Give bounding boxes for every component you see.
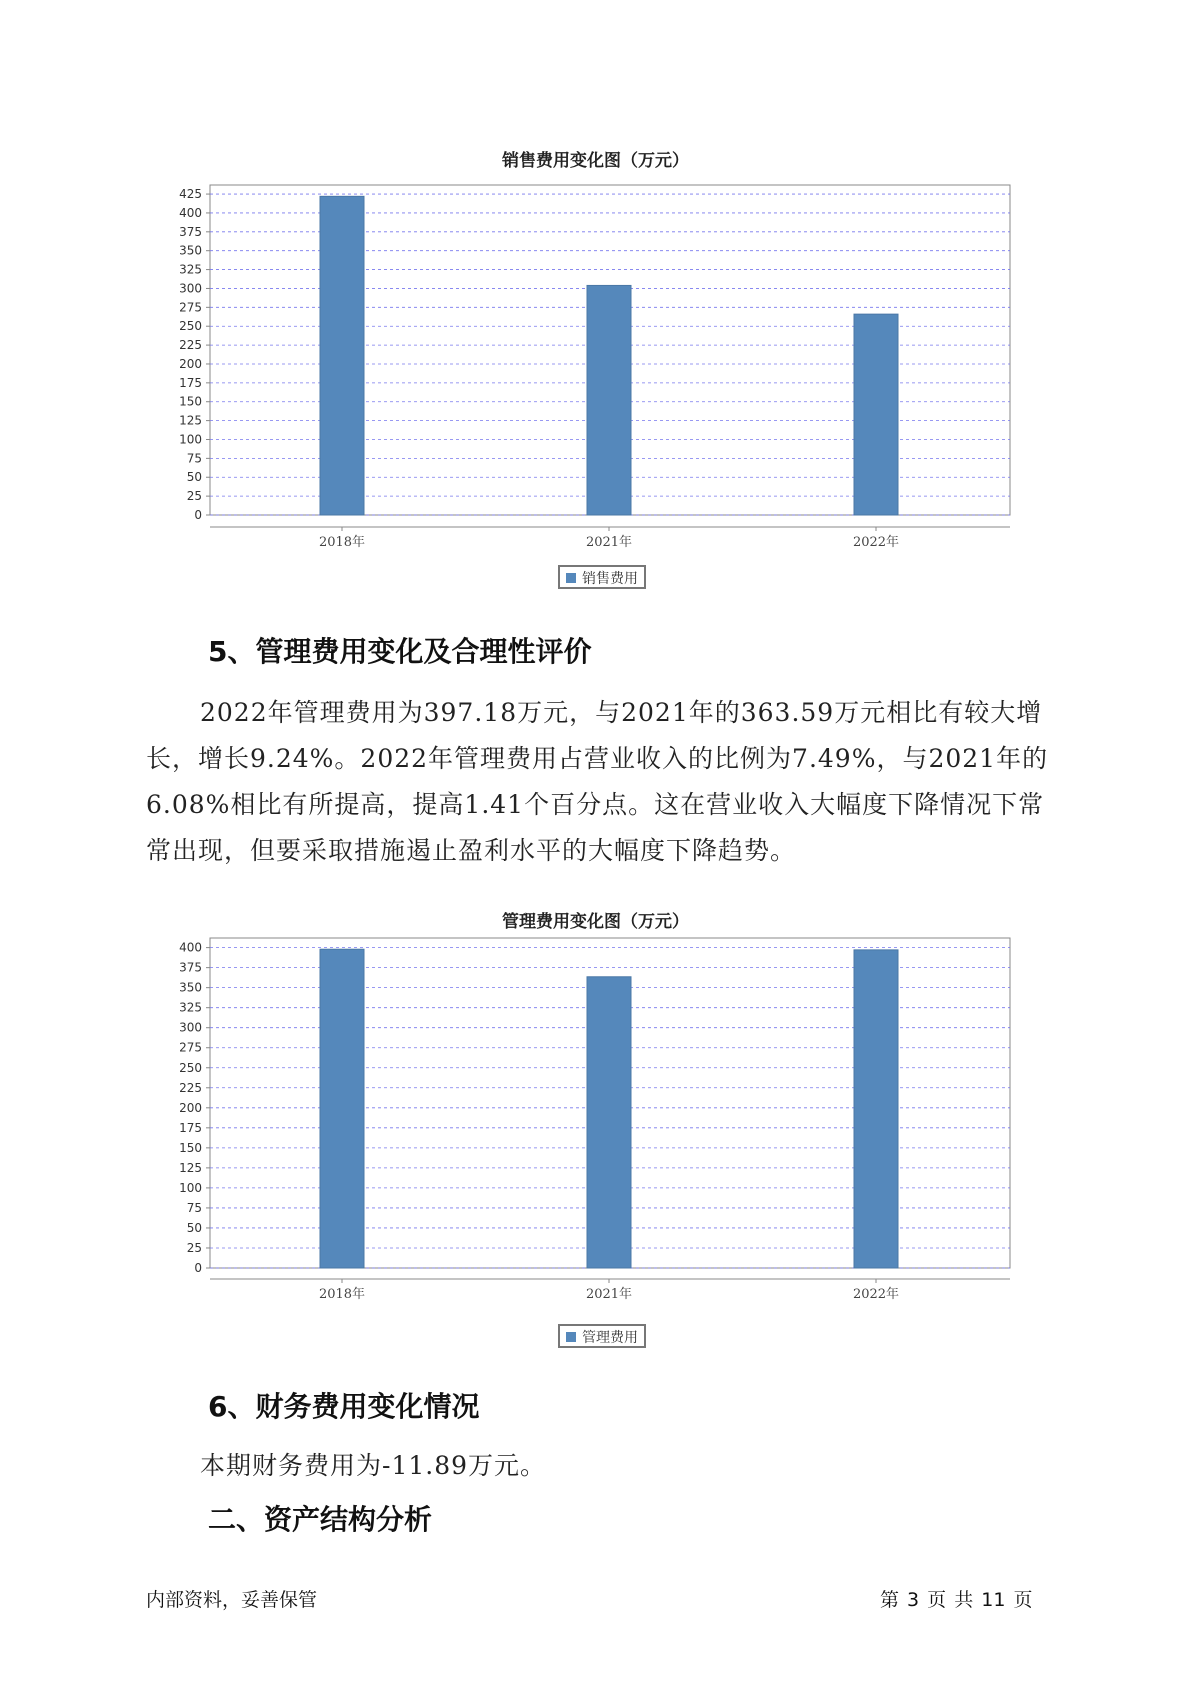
y-tick-label: 200 [179,1100,202,1115]
y-tick-label: 150 [179,1140,202,1155]
legend-label: 管理费用 [582,1330,638,1346]
chart-title: 管理费用变化图（万元） [502,912,689,932]
section-paragraph: 2022年管理费用为397.18万元，与2021年的363.59万元相比有较大增长，增长9.24%。2022年管理费用占营业收入的比例为7.49%，与2021年的6.08%相比有所提高，提高1.41个百分点。这在营业收入大幅度下降情况下常常出现，但要采取措施遏止盈利水平的大幅度下降趋势。 [146,698,1049,865]
y-tick-label: 25 [186,489,202,504]
y-tick-label: 150 [179,394,202,409]
legend-label: 销售费用 [582,571,638,587]
x-tick-label: 2022年 [852,535,900,550]
y-tick-label: 400 [179,205,202,220]
x-tick-label: 2021年 [585,1287,633,1302]
y-tick-label: 0 [194,1261,202,1275]
y-tick-label: 0 [194,508,202,522]
y-tick-label: 50 [186,470,202,485]
chart-legend [558,1324,646,1348]
y-tick-label: 100 [179,432,202,447]
x-tick-label: 2018年 [318,535,366,550]
legend-swatch [566,1332,576,1342]
y-tick-label: 350 [179,980,202,995]
section-heading: 6、财务费用变化情况 [208,1390,480,1423]
x-tick-label: 2022年 [852,1287,900,1302]
y-tick-label: 25 [186,1240,202,1255]
y-tick-label: 125 [179,413,202,428]
y-tick-label: 325 [179,262,202,277]
y-tick-label: 75 [186,1200,202,1215]
y-tick-label: 125 [179,1160,202,1175]
footer-confidential: 内部资料，妥善保管 [146,1589,318,1611]
x-tick-label: 2021年 [585,535,633,550]
y-tick-label: 225 [179,1080,202,1095]
y-tick-label: 425 [179,187,202,202]
y-tick-label: 250 [179,319,202,334]
y-tick-label: 175 [179,1120,202,1135]
y-tick-label: 400 [179,940,202,955]
y-tick-label: 275 [179,300,202,315]
section-heading: 5、管理费用变化及合理性评价 [208,635,592,668]
bar-2018年 [320,949,364,1268]
chart-title: 销售费用变化图（万元） [502,151,689,171]
x-tick-label: 2018年 [318,1287,366,1302]
y-tick-label: 50 [186,1220,202,1235]
y-tick-label: 300 [179,281,202,296]
y-tick-label: 300 [179,1020,202,1035]
y-tick-label: 200 [179,356,202,371]
y-tick-label: 75 [186,451,202,466]
y-tick-label: 175 [179,375,202,390]
y-tick-label: 325 [179,1000,202,1015]
y-tick-label: 225 [179,338,202,353]
y-tick-label: 350 [179,243,202,258]
section-heading: 二、资产结构分析 [208,1503,433,1536]
y-tick-label: 375 [179,960,202,975]
section-paragraph: 本期财务费用为-11.89万元。 [200,1451,547,1480]
bar-2022年 [854,950,898,1268]
y-tick-label: 275 [179,1040,202,1055]
footer-page-number: 第 3 页 共 11 页 [880,1589,1033,1611]
y-tick-label: 100 [179,1180,202,1195]
bar-2021年 [587,977,631,1268]
y-tick-label: 250 [179,1060,202,1075]
y-tick-label: 375 [179,224,202,239]
